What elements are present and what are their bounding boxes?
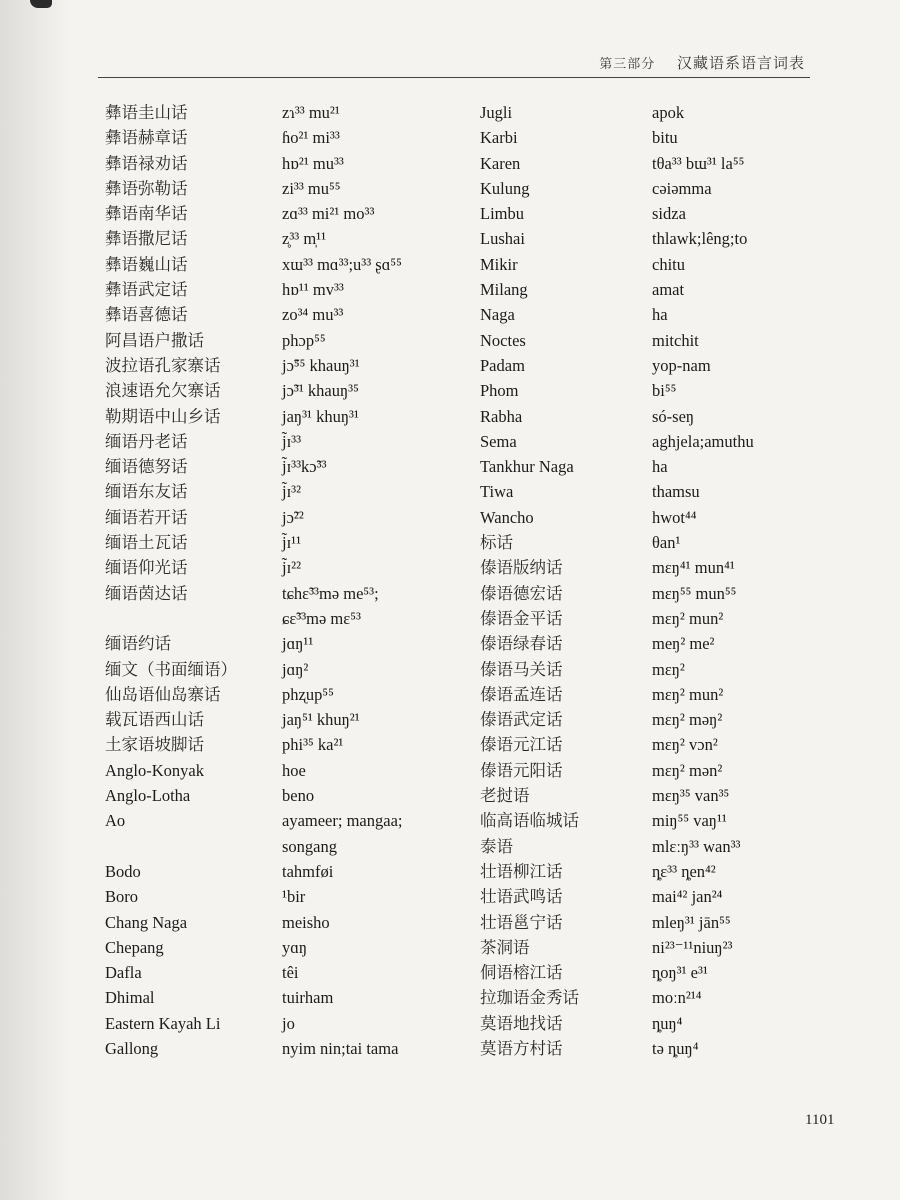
col-c-row: 壮语邕宁话 <box>480 912 563 932</box>
col-a-row <box>105 606 275 631</box>
col-b-row: yɑŋ <box>282 937 308 957</box>
col-b-row: zɑ³³ mi²¹ mo³³ <box>282 204 375 224</box>
col-c-row: Sema <box>480 431 517 451</box>
col-a-row: 仙岛语仙岛寨话 <box>105 684 221 704</box>
col-d-row: thamsu <box>652 482 700 502</box>
col-d-row: só-seŋ <box>652 406 695 426</box>
col-d-row: mitchit <box>652 330 699 350</box>
col-d-row: mɛŋ² vɔn² <box>652 735 718 755</box>
col-b-row: jɑŋ² <box>282 659 309 679</box>
col-c-row: Naga <box>480 305 515 325</box>
col-d-row: mɛŋ⁵⁵ mun⁵⁵ <box>652 583 737 603</box>
col-a-row: 勒期语中山乡话 <box>105 406 221 426</box>
col-c-row: 傣语孟连话 <box>480 684 563 704</box>
col-c-row: Jugli <box>480 103 513 122</box>
col-d-row: bitu <box>652 128 678 148</box>
col-a-row: 缅语茵达话 <box>105 583 188 603</box>
col-b-row: phɔp⁵⁵ <box>282 330 326 350</box>
col-b-row: jɔ̃²² <box>282 507 304 527</box>
col-b-row: jaŋ³¹ khuŋ³¹ <box>282 406 359 426</box>
col-b-row: meisho <box>282 912 330 932</box>
col-c-row: 拉珈语金秀话 <box>480 988 579 1008</box>
col-c-row: Noctes <box>480 330 526 350</box>
col-b-row: jɔ̃³¹ khauŋ³⁵ <box>282 381 359 401</box>
col-b-row: phi³⁵ ka²¹ <box>282 735 344 755</box>
col-b-row: nyim nin;tai tama <box>282 1038 399 1058</box>
col-b-row: jɔ̃⁵⁵ khauŋ³¹ <box>282 355 360 375</box>
col-c-row: 临高语临城话 <box>480 811 579 831</box>
binding-shadow <box>0 0 70 1200</box>
col-c-row: 壮语武鸣话 <box>480 887 563 907</box>
page-number: 1101 <box>805 1112 835 1128</box>
col-d-row: meŋ² me² <box>652 634 715 654</box>
col-a-row: 缅语土瓦话 <box>105 533 188 553</box>
col-d-row: ȵɛ³³ ȵen⁴² <box>652 861 716 881</box>
col-b-row: tuirham <box>282 988 334 1008</box>
col-b-row: z̥³³ m̩¹¹ <box>282 229 327 249</box>
col-b-row: j̃ɪ³² <box>282 482 302 502</box>
col-a-row: 缅语丹老话 <box>105 431 188 451</box>
running-header <box>599 52 805 73</box>
language-column-left <box>105 100 275 1061</box>
col-a-row: 缅文（书面缅语） <box>105 659 237 679</box>
col-a-row: 阿昌语户撒话 <box>105 330 204 350</box>
col-b-row: xɯ³³ mɑ³³;u³³ ʂɑ⁵⁵ <box>282 254 402 274</box>
col-c-row: Limbu <box>480 204 524 224</box>
col-c-row: Padam <box>480 355 525 375</box>
col-d-row: ȵoŋ³¹ e³¹ <box>652 963 708 983</box>
col-d-row: cəiəmma <box>652 178 712 198</box>
col-d-row: mlɛːŋ³³ wan³³ <box>652 836 741 856</box>
col-c-row: 傣语元江话 <box>480 735 563 755</box>
header-part: 第三部分 <box>599 57 656 72</box>
col-b-row: zo³⁴ mu³³ <box>282 305 344 325</box>
col-a-row: 彝语赫章话 <box>105 128 188 148</box>
col-a-row: Gallong <box>105 1038 159 1058</box>
col-a-row: 载瓦语西山话 <box>105 710 204 730</box>
col-c-row: 傣语马关话 <box>480 659 563 679</box>
col-d-row: ha <box>652 457 668 477</box>
form-column-right <box>652 100 822 1061</box>
col-d-row: mɛŋ² <box>652 659 685 679</box>
col-d-row: mleŋ³¹ jān⁵⁵ <box>652 912 731 932</box>
col-c-row: 标话 <box>480 533 513 553</box>
col-a-row: 缅语东友话 <box>105 482 188 502</box>
col-c-row: 傣语金平话 <box>480 608 563 628</box>
col-d-row: ha <box>652 305 668 325</box>
col-c-row: 傣语德宏话 <box>480 583 563 603</box>
col-a-row: Dafla <box>105 963 142 983</box>
col-d-row: mɛŋ² məŋ² <box>652 710 723 730</box>
col-b-row: zi³³ mu⁵⁵ <box>282 178 341 198</box>
col-a-row: Ao <box>105 811 126 831</box>
col-b-row: ayameer; mangaa; <box>282 811 403 831</box>
col-d-row: thlawk;lêng;to <box>652 229 748 249</box>
col-a-row: 土家语坡脚话 <box>105 735 204 755</box>
ink-mark <box>30 0 52 8</box>
col-b-row: j̃ɪ³³kɔ̃³³ <box>282 457 327 477</box>
col-d-row: θan¹ <box>652 533 681 553</box>
col-d-row: mɛŋ² mən² <box>652 760 723 780</box>
col-c-row: 老挝语 <box>480 786 530 806</box>
header-title: 汉藏语系语言词表 <box>676 54 805 72</box>
col-d-row: ȵuŋ⁴ <box>652 1013 683 1033</box>
col-d-row: mɛŋ² mun² <box>652 684 724 704</box>
col-c-row: 壮语柳江话 <box>480 861 563 881</box>
col-a-row: 彝语南华话 <box>105 204 188 224</box>
col-c-row: Tankhur Naga <box>480 457 574 477</box>
col-c-row: 泰语 <box>480 836 513 856</box>
col-a-row: 彝语撒尼话 <box>105 229 188 249</box>
col-c-row: 傣语武定话 <box>480 710 563 730</box>
language-column-right <box>480 100 645 1061</box>
col-d-row: aghjela;amuthu <box>652 431 754 451</box>
col-a-row: 彝语禄劝话 <box>105 153 188 173</box>
col-c-row: 莫语地找话 <box>480 1013 563 1033</box>
col-c-row: Kulung <box>480 178 530 198</box>
col-d-row: amat <box>652 280 685 300</box>
col-b-row: jɑŋ¹¹ <box>282 634 314 654</box>
col-b-row: phʐup⁵⁵ <box>282 684 334 704</box>
col-d-row: mɛŋ⁴¹ mun⁴¹ <box>652 558 735 578</box>
col-c-row: Mikir <box>480 254 518 274</box>
col-b-row: j̃ɪ¹¹ <box>282 533 302 553</box>
col-d-row: yop-nam <box>652 355 711 375</box>
col-a-row: 彝语武定话 <box>105 280 188 300</box>
col-d-row: mɛŋ² mun² <box>652 608 724 628</box>
col-a-row: 缅语仰光话 <box>105 558 188 578</box>
col-a-row: Anglo-Konyak <box>105 760 204 780</box>
form-column-left <box>282 100 472 1061</box>
col-d-row: tə ȵuŋ⁴ <box>652 1038 699 1058</box>
col-d-row: chitu <box>652 254 685 274</box>
col-d-row: miŋ⁵⁵ vaŋ¹¹ <box>652 811 727 831</box>
col-b-row: j̃ɪ³³ <box>282 431 302 451</box>
col-a-row: 浪速语允欠寨话 <box>105 381 221 401</box>
col-c-row: Tiwa <box>480 482 514 502</box>
col-a-row: Chang Naga <box>105 912 188 932</box>
col-c-row: Lushai <box>480 229 525 249</box>
col-d-row: sidza <box>652 204 686 224</box>
col-d-row: mɛŋ³⁵ van³⁵ <box>652 786 730 806</box>
col-a-row: 彝语喜德话 <box>105 305 188 325</box>
col-b-row: jo <box>282 1013 295 1033</box>
col-d-row: moːn²¹⁴ <box>652 988 702 1008</box>
col-c-row: Milang <box>480 280 528 300</box>
col-a-row: Bodo <box>105 861 141 881</box>
col-b-row: ¹bir <box>282 887 306 907</box>
col-c-row: 傣语元阳话 <box>480 760 563 780</box>
col-c-row: Karen <box>480 153 521 173</box>
col-a-row <box>105 834 275 859</box>
col-d-row: tθa³³ bɯ³¹ la⁵⁵ <box>652 153 745 173</box>
col-b-row: hɒ²¹ mu³³ <box>282 153 344 173</box>
col-a-row: Dhimal <box>105 988 155 1008</box>
col-b-row: zɿ³³ mu²¹ <box>282 103 340 122</box>
col-b-row: tɕhɛ̃³³mə me⁵³; <box>282 583 379 603</box>
col-c-row: 侗语榕江话 <box>480 963 563 983</box>
col-c-row: 傣语版纳话 <box>480 558 563 578</box>
col-b-row: beno <box>282 786 315 806</box>
col-b-row: songang <box>282 836 337 856</box>
col-c-row: 傣语绿春话 <box>480 634 563 654</box>
col-d-row: ni²³⁻¹¹niuŋ²³ <box>652 937 733 957</box>
col-b-row: tahmføi <box>282 861 334 881</box>
col-a-row: Chepang <box>105 937 164 957</box>
col-a-row: 缅语约话 <box>105 634 171 654</box>
col-b-row: hoe <box>282 760 306 780</box>
col-b-row: hɒ¹¹ mv³³ <box>282 280 344 300</box>
col-b-row: jaŋ⁵¹ khuŋ²¹ <box>282 710 360 730</box>
col-c-row: Rabha <box>480 406 523 426</box>
header-rule <box>98 77 810 78</box>
col-d-row: hwot⁴⁴ <box>652 507 697 527</box>
col-a-row: Eastern Kayah Li <box>105 1013 221 1033</box>
col-c-row: Phom <box>480 381 519 401</box>
col-d-row: mai⁴² jan²⁴ <box>652 887 723 907</box>
col-a-row: Anglo-Lotha <box>105 786 191 806</box>
col-a-row: Boro <box>105 887 138 907</box>
col-c-row: 莫语方村话 <box>480 1038 563 1058</box>
col-b-row: ɕɛ̃³³mə mɛ⁵³ <box>282 608 361 628</box>
col-b-row: ɦo²¹ mi³³ <box>282 128 340 148</box>
col-a-row: 彝语圭山话 <box>105 103 188 122</box>
col-c-row: Karbi <box>480 128 518 148</box>
col-a-row: 波拉语孔家寨话 <box>105 355 221 375</box>
col-c-row: Wancho <box>480 507 534 527</box>
col-a-row: 缅语若开话 <box>105 507 188 527</box>
col-c-row: 茶洞语 <box>480 937 530 957</box>
col-d-row: bi⁵⁵ <box>652 381 677 401</box>
col-b-row: têi <box>282 963 299 983</box>
col-d-row: apok <box>652 103 685 122</box>
col-a-row: 彝语巍山话 <box>105 254 188 274</box>
col-a-row: 彝语弥勒话 <box>105 178 188 198</box>
col-a-row: 缅语德努话 <box>105 457 188 477</box>
col-b-row: j̃ɪ²² <box>282 558 302 578</box>
